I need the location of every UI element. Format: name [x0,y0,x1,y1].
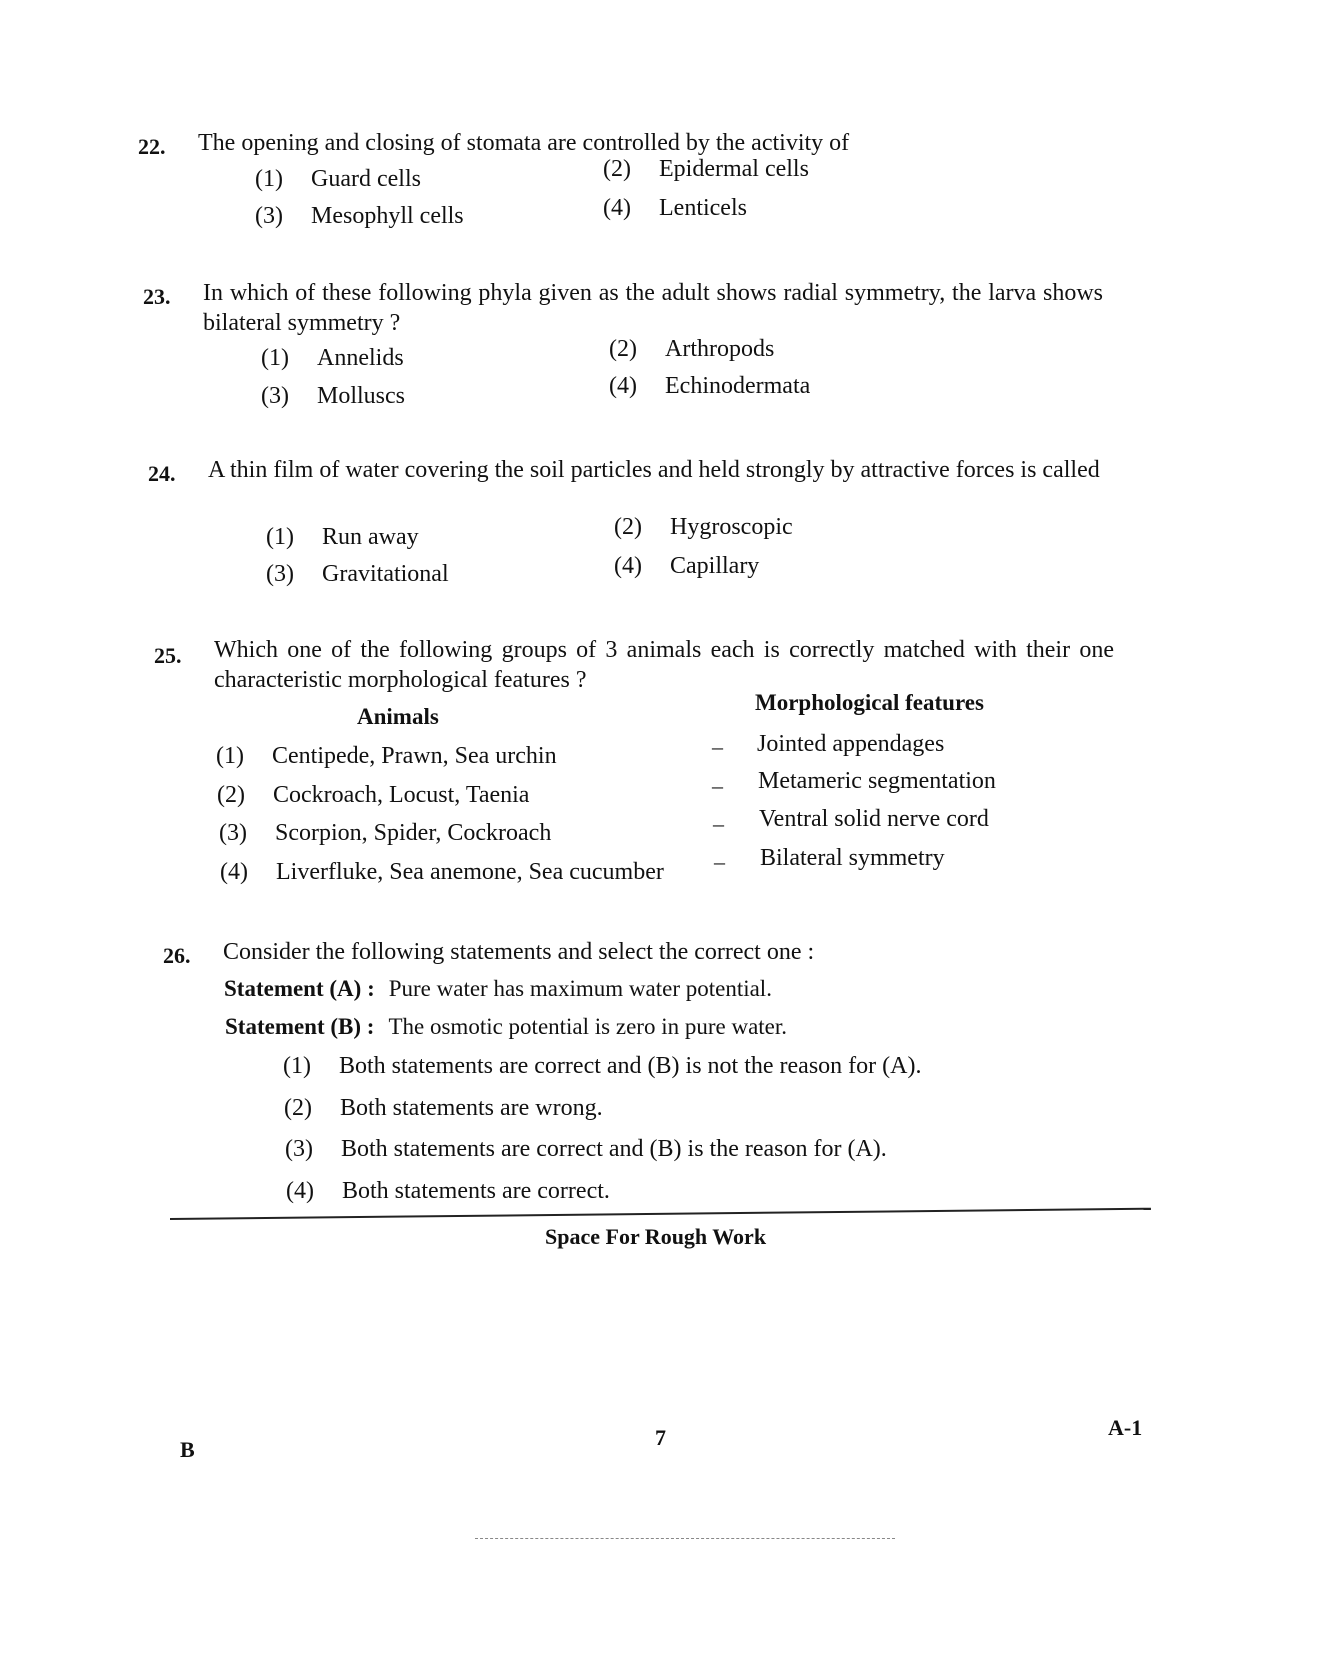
series-code: B [180,1437,195,1462]
option-2[interactable]: (2) Both statements are wrong. [284,1095,603,1121]
match-dash: – [712,734,723,759]
page-number: 7 [655,1425,666,1450]
animals-list: Liverfluke, Sea anemone, Sea cucumber [276,859,664,885]
animals-list: Scorpion, Spider, Cockroach [275,820,552,846]
question-text: In which of these following phyla given as the adult shows radial symmetry, the larva shows bilateral symmetry ? [203,280,1103,336]
morphological-feature: Metameric segmentation [758,768,996,794]
animals-list: Cockroach, Locust, Taenia [273,782,530,808]
statement-a: Statement (A) : Pure water has maximum water potential. [224,976,772,1001]
option-1[interactable]: (1) Guard cells [255,166,421,192]
option-2[interactable]: (2) Cockroach, Locust, Taenia [217,782,530,808]
booklet-code: A-1 [1108,1415,1143,1440]
question-number: 25. [154,643,182,668]
option-4[interactable]: (4) Liverfluke, Sea anemone, Sea cucumber [220,859,664,885]
question-number: 26. [163,943,191,968]
option-1[interactable]: (1) Centipede, Prawn, Sea urchin [216,743,557,769]
column-header-animals: Animals [357,704,439,729]
match-dash: – [712,773,723,798]
option-2[interactable]: (2) Arthropods [609,336,775,362]
morphological-feature: Ventral solid nerve cord [759,806,989,832]
question-number: 23. [143,284,171,309]
match-dash: – [713,811,724,836]
question-text: Consider the following statements and select the correct one : [223,939,815,965]
option-3[interactable]: (3) Mesophyll cells [255,203,464,229]
question-number: 22. [138,134,166,159]
option-4[interactable]: (4) Capillary [614,553,760,579]
option-1[interactable]: (1) Annelids [261,345,404,371]
option-4[interactable]: (4) Both statements are correct. [286,1178,610,1204]
option-1[interactable]: (1) Both statements are correct and (B) is not the reason for (A). [283,1053,922,1079]
option-4[interactable]: (4) Echinodermata [609,373,811,399]
question-text: A thin film of water covering the soil particles and held strongly by attractive forces is called [208,457,1100,483]
question-text: The opening and closing of stomata are controlled by the activity of [198,130,850,156]
option-4[interactable]: (4) Lenticels [603,195,747,221]
match-dash: – [714,849,725,874]
morphological-feature: Bilateral symmetry [760,845,945,871]
bottom-dashed-line [475,1538,895,1539]
morphological-feature: Jointed appendages [757,731,945,757]
column-header-features: Morphological features [755,690,984,715]
statement-b: Statement (B) : The osmotic potential is zero in pure water. [225,1014,788,1039]
animals-list: Centipede, Prawn, Sea urchin [272,743,557,769]
option-3[interactable]: (3) Molluscs [261,383,406,409]
option-3[interactable]: (3) Scorpion, Spider, Cockroach [219,820,552,846]
option-3[interactable]: (3) Both statements are correct and (B) is the reason for (A). [285,1136,887,1162]
option-2[interactable]: (2) Epidermal cells [603,156,809,182]
question-text: Which one of the following groups of 3 animals each is correctly matched with their one characteristic morphological features ? [214,637,1114,693]
option-1[interactable]: (1) Run away [266,524,419,550]
option-3[interactable]: (3) Gravitational [266,561,449,587]
option-2[interactable]: (2) Hygroscopic [614,514,793,540]
question-number: 24. [148,461,176,486]
rough-work-label: Space For Rough Work [545,1224,767,1249]
divider-line [170,1208,1151,1220]
